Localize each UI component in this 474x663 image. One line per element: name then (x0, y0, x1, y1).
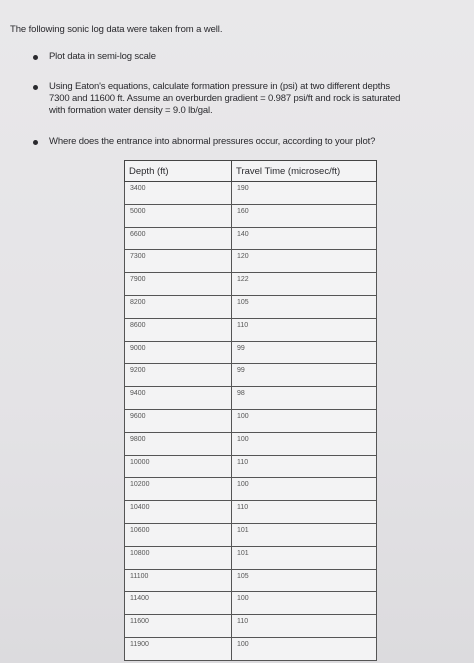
depth-cell (125, 523, 232, 546)
table-row (125, 478, 377, 501)
table-row (125, 318, 377, 341)
travel-time-cell (232, 478, 377, 501)
travel-time-value: 101 (237, 526, 249, 534)
travel-time-cell (232, 637, 377, 660)
travel-time-value: 100 (237, 481, 249, 489)
travel-time-cell (232, 204, 377, 227)
depth-cell (125, 478, 232, 501)
travel-time-value: 120 (237, 253, 249, 261)
depth-column-header: Depth (ft) (125, 161, 232, 182)
travel-time-value: 100 (237, 595, 249, 603)
table-row (125, 501, 377, 524)
depth-value: 9000 (130, 344, 146, 352)
bullet-dot (33, 55, 38, 60)
table-header-row (125, 161, 377, 182)
table-row (125, 387, 377, 410)
bullet-dot (33, 85, 38, 90)
travel-time-value: 99 (237, 344, 245, 352)
bullet-text: Plot data in semi-log scale (49, 51, 156, 62)
travel-time-value: 110 (237, 504, 249, 512)
travel-time-value: 98 (237, 390, 245, 398)
travel-time-value: 105 (237, 572, 249, 580)
travel-time-cell (232, 569, 377, 592)
travel-time-value: 99 (237, 367, 245, 375)
table-row (125, 182, 377, 205)
table-row (125, 615, 377, 638)
depth-value: 11900 (130, 640, 149, 648)
depth-value: 11100 (130, 572, 149, 580)
depth-cell (125, 615, 232, 638)
table-row (125, 523, 377, 546)
travel-time-cell (232, 341, 377, 364)
travel-time-cell (232, 273, 377, 296)
depth-cell (125, 204, 232, 227)
depth-value: 9800 (130, 435, 146, 443)
bullet-text: Where does the entrance into abnormal pressures occur, according to your plot? (49, 136, 376, 147)
depth-value: 10800 (130, 549, 150, 557)
table-row (125, 592, 377, 615)
depth-value: 10600 (130, 526, 150, 534)
depth-cell (125, 501, 232, 524)
travel-time-cell (232, 227, 377, 250)
travel-time-value: 100 (237, 412, 249, 420)
bullet-dot (33, 140, 38, 145)
depth-cell (125, 182, 232, 205)
depth-cell (125, 387, 232, 410)
travel-time-cell (232, 523, 377, 546)
travel-time-value: 110 (237, 458, 249, 466)
bullet-text: Using Eaton's equations, calculate formation pressure in (psi) at two different depths 7300 and 11600 ft. Assume an overburden gradient = 0.987 psi/ft and rock is saturated with formation water density = 9.0 lb/gal. (49, 81, 401, 116)
travel-time-column-header: Travel Time (microsec/ft) (232, 161, 377, 182)
travel-time-value: 110 (237, 618, 249, 626)
travel-time-cell (232, 364, 377, 387)
depth-value: 10400 (130, 504, 150, 512)
depth-cell (125, 295, 232, 318)
travel-time-cell (232, 615, 377, 638)
travel-time-cell (232, 182, 377, 205)
table-body (125, 182, 377, 661)
travel-time-value: 160 (237, 207, 249, 215)
travel-time-value: 140 (237, 230, 249, 238)
table-row (125, 432, 377, 455)
table-row (125, 569, 377, 592)
depth-value: 9400 (130, 390, 146, 398)
depth-value: 9600 (130, 412, 146, 420)
depth-value: 10200 (130, 481, 150, 489)
travel-time-cell (232, 501, 377, 524)
travel-time-cell (232, 318, 377, 341)
depth-cell (125, 364, 232, 387)
table-row (125, 409, 377, 432)
table-row (125, 637, 377, 660)
depth-cell (125, 409, 232, 432)
travel-time-value: 122 (237, 276, 249, 284)
travel-time-cell (232, 546, 377, 569)
depth-cell (125, 637, 232, 660)
table-row (125, 273, 377, 296)
depth-value: 3400 (130, 185, 146, 192)
travel-time-value: 105 (237, 298, 249, 306)
depth-value: 7900 (130, 276, 146, 284)
depth-cell (125, 592, 232, 615)
depth-cell (125, 546, 232, 569)
depth-value: 8200 (130, 298, 146, 306)
table-row (125, 364, 377, 387)
table-row (125, 455, 377, 478)
depth-value: 5000 (130, 207, 146, 215)
travel-time-cell (232, 387, 377, 410)
depth-value: 9200 (130, 367, 146, 375)
travel-time-cell (232, 250, 377, 273)
travel-time-cell (232, 455, 377, 478)
depth-value: 7300 (130, 253, 146, 261)
travel-time-cell (232, 432, 377, 455)
travel-time-cell (232, 295, 377, 318)
depth-value: 11600 (130, 618, 149, 626)
depth-value: 8600 (130, 321, 146, 329)
travel-time-value: 100 (237, 640, 249, 648)
travel-time-value: 190 (237, 185, 249, 192)
table-row (125, 227, 377, 250)
travel-time-value: 101 (237, 549, 249, 557)
sonic-log-table (124, 160, 377, 661)
table-row (125, 546, 377, 569)
table-row (125, 250, 377, 273)
depth-cell (125, 250, 232, 273)
table-row (125, 341, 377, 364)
depth-cell (125, 318, 232, 341)
depth-cell (125, 455, 232, 478)
depth-cell (125, 273, 232, 296)
table-row (125, 204, 377, 227)
depth-cell (125, 432, 232, 455)
depth-value: 6600 (130, 230, 146, 238)
travel-time-value: 100 (237, 435, 249, 443)
depth-cell (125, 227, 232, 250)
depth-cell (125, 569, 232, 592)
intro-text: The following sonic log data were taken from a well. (10, 24, 223, 35)
table-row (125, 295, 377, 318)
depth-value: 11400 (130, 595, 149, 603)
travel-time-cell (232, 409, 377, 432)
depth-value: 10000 (130, 458, 150, 466)
depth-cell (125, 341, 232, 364)
travel-time-value: 110 (237, 321, 249, 329)
travel-time-cell (232, 592, 377, 615)
